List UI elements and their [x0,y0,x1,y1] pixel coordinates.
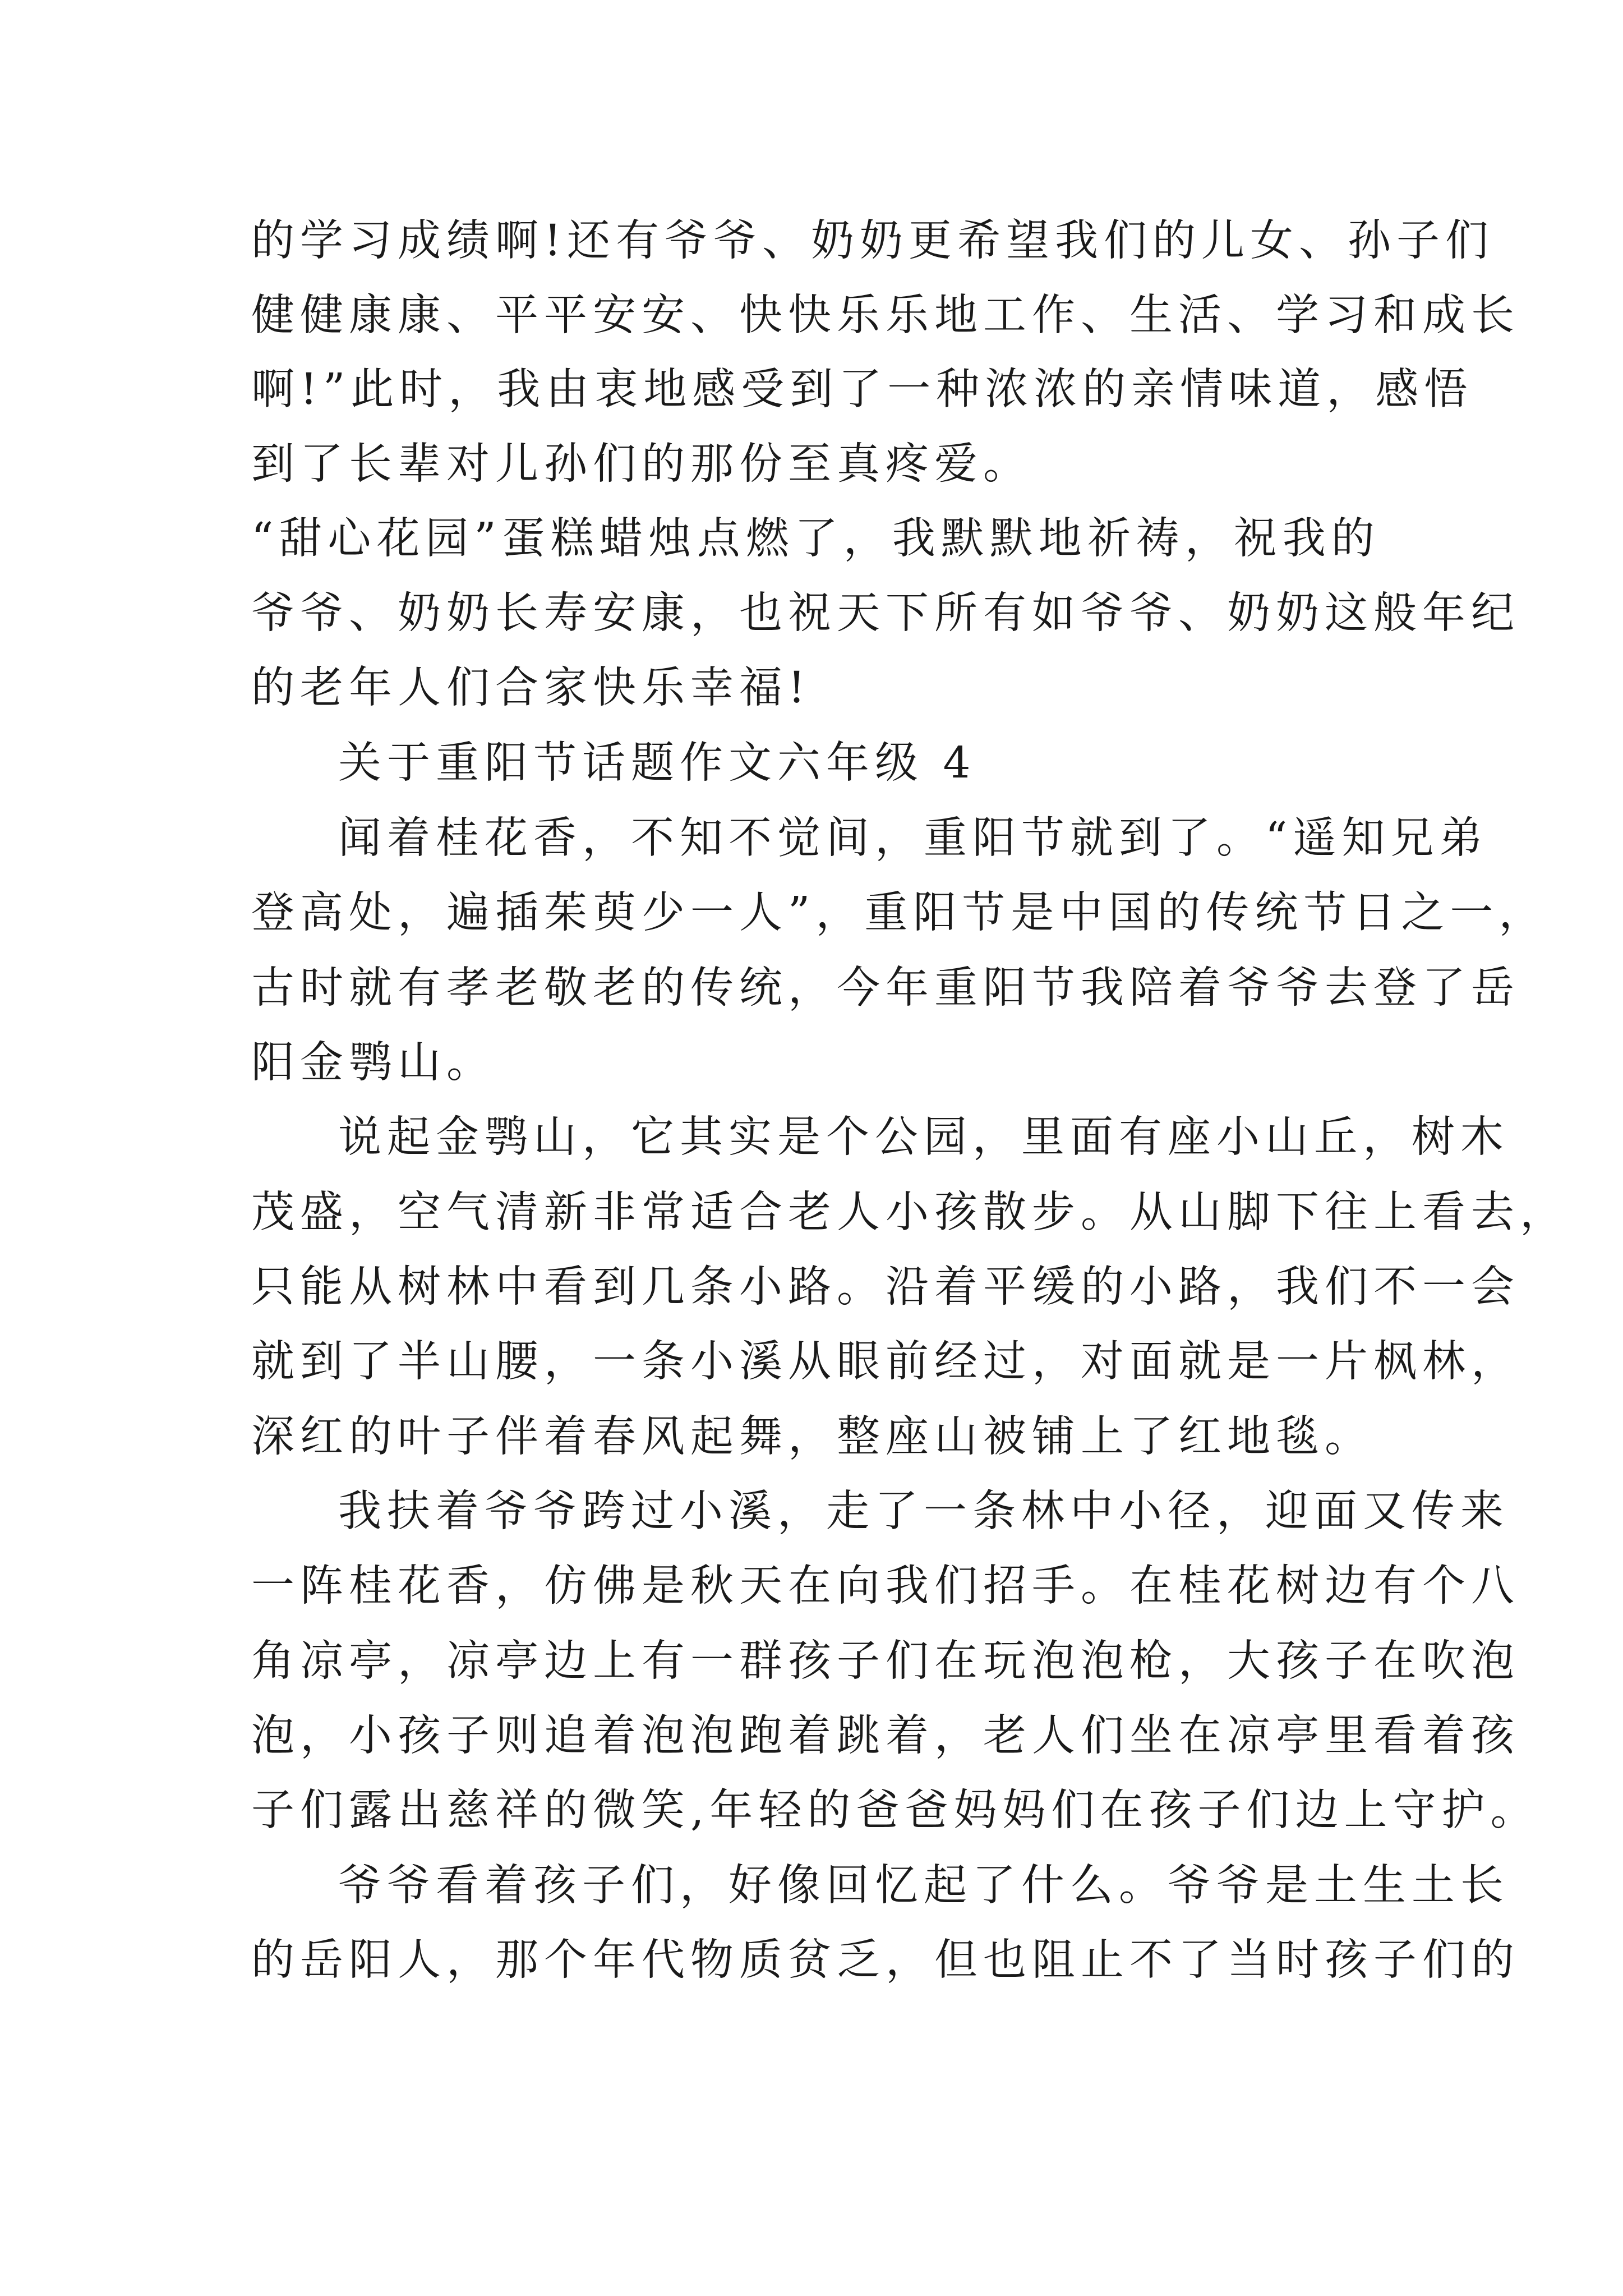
text-line: 一阵桂花香，仿佛是秋天在向我们招手。在桂花树边有个八 [251,1561,1520,1611]
text-line: 我扶着爷爷跨过小溪，走了一条林中小径，迎面又传来 [338,1487,1509,1536]
text-line: 阳金鹗山。 [251,1038,495,1088]
section-heading: 关于重阳节话题作文六年级 4 [338,738,976,788]
text-line: 只能从树林中看到几条小路。沿着平缓的小路，我们不一会 [251,1262,1520,1312]
text-line: 就到了半山腰，一条小溪从眼前经过，对面就是一片枫林， [251,1337,1520,1387]
text-line: 爷爷看着孩子们，好像回忆起了什么。爷爷是土生土长 [338,1861,1509,1911]
text-line: 闻着桂花香，不知不觉间，重阳节就到了。“遥知兄弟 [338,813,1488,863]
text-line: 古时就有孝老敬老的传统，今年重阳节我陪着爷爷去登了岳 [251,963,1520,1013]
text-line: 的岳阳人，那个年代物质贫乏，但也阻止不了当时孩子们的 [251,1935,1520,1985]
text-line: 角凉亭，凉亭边上有一群孩子们在玩泡泡枪，大孩子在吹泡 [251,1636,1520,1686]
text-line: 登高处，遍插茱萸少一人”，重阳节是中国的传统节日之一， [251,888,1548,938]
text-line: 的老年人们合家快乐幸福! [251,663,811,713]
text-line: 啊!”此时，我由衷地感受到了一种浓浓的亲情味道，感悟 [251,365,1473,415]
text-line: 爷爷、奶奶长寿安康，也祝天下所有如爷爷、奶奶这般年纪 [251,588,1520,638]
text-line: 的学习成绩啊!还有爷爷、奶奶更希望我们的儿女、孙子们 [251,216,1494,266]
text-line: 说起金鹗山，它其实是个公园，里面有座小山丘，树木 [338,1112,1509,1162]
text-line: 泡，小孩子则追着泡泡跑着跳着，老人们坐在凉亭里看着孩 [251,1711,1520,1761]
text-line: 深红的叶子伴着春风起舞，整座山被铺上了红地毯。 [251,1412,1373,1462]
text-line: “甜心花园”蛋糕蜡烛点燃了，我默默地祈祷，祝我的 [251,514,1380,564]
text-line: 到了长辈对儿孙们的那份至真疼爱。 [251,439,1032,489]
text-line: 健健康康、平平安安、快快乐乐地工作、生活、学习和成长 [251,291,1520,341]
text-line: 子们露出慈祥的微笑,年轻的爸爸妈妈们在孩子们边上守护。 [251,1786,1539,1835]
text-line: 茂盛，空气清新非常适合老人小孩散步。从山脚下往上看去， [251,1188,1569,1237]
